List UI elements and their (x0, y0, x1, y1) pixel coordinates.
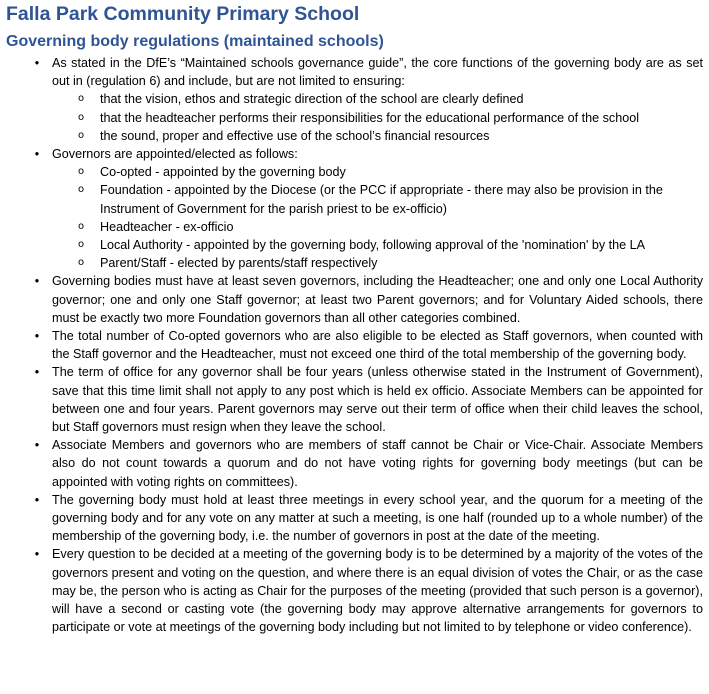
list-item (34, 545, 703, 636)
sub-list-item-text: Headteacher - ex-officio (100, 219, 234, 234)
list-item (34, 54, 703, 145)
document-title: Falla Park Community Primary School (6, 3, 360, 25)
list-item (34, 145, 703, 272)
hollow-bullet-icon: o (77, 93, 85, 105)
list-item-text: Every question to be decided at a meeting of the governing body is to be determined by a majority of the votes of the governors present and voting on the question, and where there is an equal division of votes the Chair, or as the case may be, the person who is acting as Chair for the purposes of the meeting (provided that such person is a governor), will have a second or casting vote (the governing body may approve alternative arrangements for governors to participate or vote at meetings of the governing body including but not limited to by telephone or video conference). (52, 547, 703, 635)
sub-list (52, 90, 703, 145)
bullet-icon: • (34, 547, 40, 562)
sub-list-item (77, 127, 703, 145)
sub-list-item-text: Foundation - appointed by the Diocese (or the PCC if appropriate - there may also be provision in the Instrument of Government for the parish priest to be ex-officio) (100, 183, 663, 216)
list-item (34, 436, 703, 491)
list-item (34, 272, 703, 327)
sub-list-item-text: Co-opted - appointed by the governing body (100, 165, 346, 180)
sub-list (52, 163, 703, 272)
hollow-bullet-icon: o (77, 239, 85, 251)
bullet-icon: • (34, 147, 40, 162)
sub-list-item-text: Local Authority - appointed by the governing body, following approval of the 'nomination' by the LA (100, 238, 646, 253)
hollow-bullet-icon: o (77, 184, 85, 196)
list-item (34, 327, 703, 363)
hollow-bullet-icon: o (77, 166, 85, 178)
sub-list-item-text: that the vision, ethos and strategic direction of the school are clearly defined (100, 92, 524, 107)
sub-list-item (77, 254, 703, 272)
list-item (34, 491, 703, 546)
hollow-bullet-icon: o (77, 257, 85, 269)
list-item-text: Governors are appointed/elected as follows: (52, 147, 298, 162)
sub-list-item (77, 163, 703, 181)
bullet-icon: • (34, 365, 40, 380)
list-item-text: Governing bodies must have at least seven governors, including the Headteacher; one and only one Local Authority governor; one and only one Staff governor; at least two Parent governors; and for Voluntary Aided schools, there must be exactly two more Foundation governors than all other categories combined. (52, 274, 703, 325)
sub-list-item-text: that the headteacher performs their responsibilities for the educational performance of the school (100, 110, 640, 125)
bullet-icon: • (34, 274, 40, 289)
sub-list-item (77, 236, 703, 254)
regulations-list (6, 54, 703, 637)
section-heading: Governing body regulations (maintained schools) (6, 33, 384, 50)
sub-list-item (77, 181, 703, 217)
list-item-text: As stated in the DfE’s “Maintained schools governance guide”, the core functions of the governing body are as set out in (regulation 6) and include, but are not limited to ensuring: (52, 56, 703, 89)
sub-list-item (77, 218, 703, 236)
sub-list-item-text: the sound, proper and effective use of the school’s financial resources (100, 128, 490, 143)
hollow-bullet-icon: o (77, 111, 85, 123)
list-item-text: The governing body must hold at least three meetings in every school year, and the quorum for a meeting of the governing body and for any vote on any matter at such a meeting, is one half (rounded up to a whole number) of the membership of the governing body, i.e. the number of governors in post at the date of the meeting. (52, 492, 703, 544)
bullet-icon: • (34, 438, 40, 453)
bullet-icon: • (34, 56, 40, 70)
list-item-text: Associate Members and governors who are members of staff cannot be Chair or Vice-Chair. Associate Members also do not count towards a quorum and do not have voting rights for governing body meetings (but can be appointed with voting rights on committees). (52, 438, 703, 489)
bullet-icon: • (34, 492, 40, 507)
sub-list-item (77, 109, 703, 127)
sub-list-item (77, 90, 703, 108)
hollow-bullet-icon: o (77, 129, 85, 141)
list-item-text: The total number of Co-opted governors who are also eligible to be elected as Staff governors, when counted with the Staff governor and the Headteacher, must not exceed one third of the total membership of the governing body. (52, 329, 703, 362)
list-item-text: The term of office for any governor shall be four years (unless otherwise stated in the Instrument of Government), save that this time limit shall not apply to any post which is held ex officio. Associate Members can be appointed for between one and four years. Parent governors may serve out their term of office when their child leaves the school, but Staff governors must resign when they leave the school. (52, 365, 703, 435)
hollow-bullet-icon: o (77, 220, 85, 232)
bullet-icon: • (34, 329, 40, 344)
list-item (34, 363, 703, 436)
sub-list-item-text: Parent/Staff - elected by parents/staff respectively (100, 256, 378, 271)
